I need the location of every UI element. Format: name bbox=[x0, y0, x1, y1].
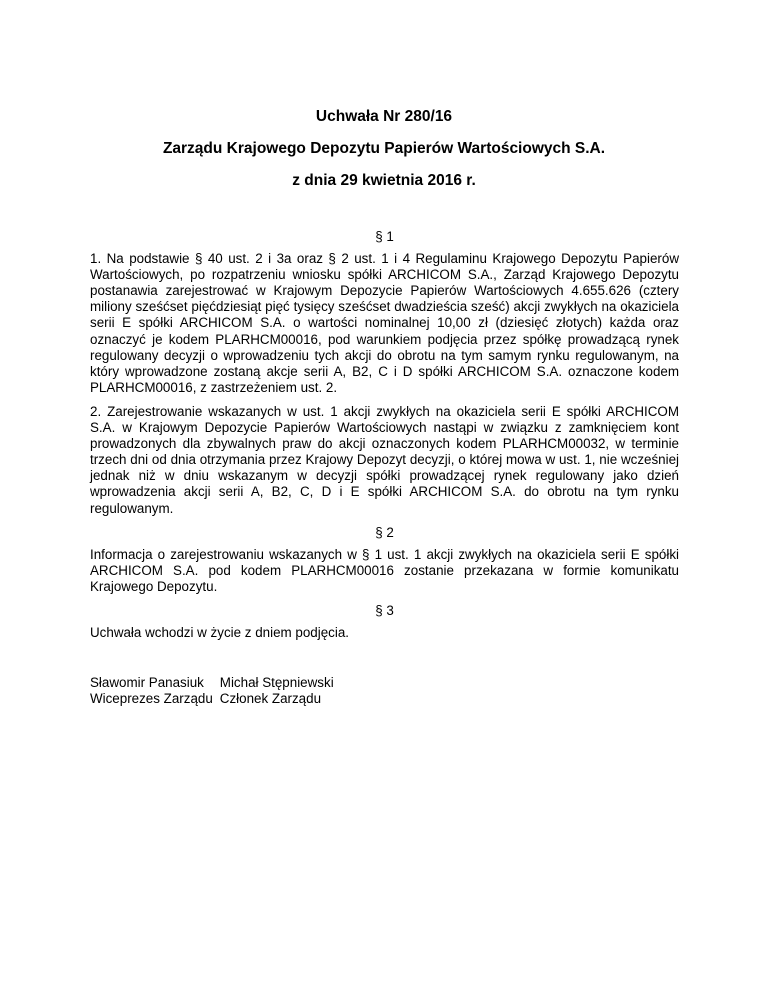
signature-block bbox=[90, 675, 679, 707]
section-3 bbox=[90, 603, 679, 641]
paragraph: 2. Zarejestrowanie wskazanych w ust. 1 akcji zwykłych na okaziciela serii E spółki ARCHICOM S.A. w Krajowym Depozycie Papierów Wartościowych nastąpi w związku z zamknięciem kont prowadzonych dla zbywalnych praw do akcji oznaczonych kodem PLARHCM00032, w terminie trzech dni od dnia otrzymania przez Krajowy Depozyt decyzji, o której mowa w ust. 1, nie wcześniej jednak niż w dniu wskazanym w decyzji spółki prowadzącej rynek regulowany jako dzień wprowadzenia akcji serii A, B2, C, D i E spółki ARCHICOM S.A. do obrotu na tym rynku regulowanym. bbox=[90, 403, 679, 516]
paragraph: 1. Na podstawie § 40 ust. 2 i 3a oraz § 2 ust. 1 i 4 Regulaminu Krajowego Depozytu Papierów Wartościowych, po rozpatrzeniu wniosku spółki ARCHICOM S.A., Zarząd Krajowego Depozytu postanawia zarejestrować w Krajowym Depozycie Papierów Wartościowych 4.655.626 (cztery miliony sześćset pięćdziesiąt pięć tysięcy sześćset dwadzieścia sześć) akcji zwykłych na okaziciela serii E spółki ARCHICOM S.A. o wartości nominalnej 10,00 zł (dziesięć złotych) każda oraz oznaczyć je kodem PLARHCM00016, pod warunkiem podjęcia przez spółkę prowadzącą rynek regulowany decyzji o wprowadzeniu tych akcji do obrotu na tym samym rynku regulowanym, na który wprowadzone zostaną akcje serii A, B2, C i D spółki ARCHICOM S.A. oznaczone kodem PLARHCM00016, z zastrzeżeniem ust. 2. bbox=[90, 251, 679, 395]
section-2 bbox=[90, 525, 679, 595]
resolution-date: z dnia 29 kwietnia 2016 r. bbox=[292, 172, 476, 189]
issuer-name: Zarządu Krajowego Depozytu Papierów Wartościowych S.A. bbox=[162, 140, 606, 157]
signatory-name: Michał Stępniewski bbox=[219, 675, 334, 691]
document-body bbox=[90, 229, 679, 707]
section-1 bbox=[90, 229, 679, 517]
section-mark: § 2 bbox=[375, 524, 394, 540]
paragraph: Informacja o zarejestrowaniu wskazanych w § 1 ust. 1 akcji zwykłych na okaziciela serii E spółki ARCHICOM S.A. pod kodem PLARHCM00016 zostanie przekazana w formie komunikatu Krajowego Depozytu. bbox=[90, 546, 679, 594]
signatory bbox=[90, 675, 213, 707]
signatory-role: Członek Zarządu bbox=[219, 691, 322, 707]
signatory bbox=[220, 675, 334, 707]
section-mark: § 1 bbox=[375, 229, 394, 244]
signatory-name: Sławomir Panasiuk bbox=[90, 675, 204, 691]
section-mark: § 3 bbox=[375, 602, 394, 618]
paragraph: Uchwała wchodzi w życie z dniem podjęcia. bbox=[90, 625, 349, 641]
resolution-title: Uchwała Nr 280/16 bbox=[315, 108, 453, 125]
signatory-role: Wiceprezes Zarządu bbox=[90, 691, 213, 707]
